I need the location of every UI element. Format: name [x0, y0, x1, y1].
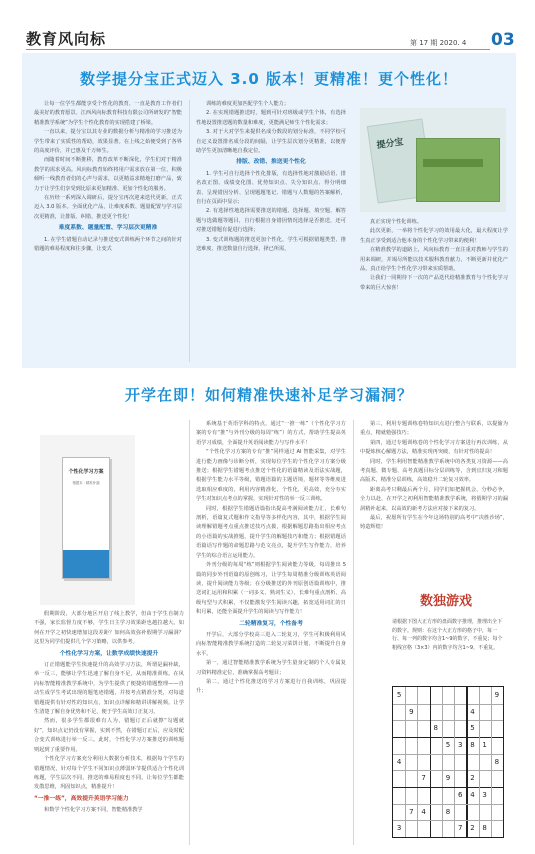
- article2-title: 开学在即！如何精准快速补足学习漏洞？: [124, 386, 413, 404]
- sudoku-cell[interactable]: [454, 754, 466, 771]
- article1-paragraph: 3. 变式训练题的推送更加个性化，学生可根据错题类型、推送难度、推送数量自行选择，择已所需，: [196, 236, 346, 253]
- sudoku-cell[interactable]: [491, 770, 503, 787]
- product-photo: [360, 108, 506, 212]
- sudoku-cell[interactable]: [430, 820, 442, 837]
- sudoku-title: 数独游戏: [419, 594, 472, 609]
- sudoku-cell[interactable]: [417, 787, 429, 804]
- article2-paragraph: 然而，很多学生都很难有人为，错题订正后就擦“勾题就好”，知识点记仍没有掌握，实到不然，在错题订正后，应及时配合变式训练进行举一反三。此时，个性化学习方案推送的训练题则起到了重要作用。: [34, 718, 184, 753]
- sudoku-cell[interactable]: [430, 687, 442, 704]
- sudoku-cell[interactable]: [466, 754, 478, 771]
- book-title: 个性化学习方案: [68, 469, 104, 475]
- section-heading: 排版、改错、推送更个性化: [236, 159, 306, 166]
- column-divider: [189, 100, 190, 362]
- grid-line: [466, 687, 467, 837]
- article1-paragraph: 真正实现个性化训练。: [370, 219, 422, 225]
- grid-line: [430, 687, 431, 837]
- sudoku-cell[interactable]: [454, 704, 466, 721]
- article2-paragraph: 最后，祝愿所有学生在今年这场特别的高考中“决胜沙场”，铸造辉煌！: [360, 515, 508, 531]
- article2-paragraph: 和数学个性化学习方案不同，智能精准教学: [44, 807, 143, 814]
- sudoku-cell[interactable]: [405, 687, 417, 704]
- section-heading: 二轮精准复习，个性备考: [239, 620, 303, 627]
- column-divider: [189, 420, 190, 845]
- sudoku-cell[interactable]: [491, 820, 503, 837]
- article2-paragraph: 系统基于英语学科的特点，通过“一推一练”（个性化学习方案的专有“推”与外刊分级的每周“练”）的方式，帮助学生提高英语学习成绩，全面提升英语阅读能力与写作水平！: [196, 421, 346, 446]
- article2-column-1: [34, 610, 184, 816]
- article1-paragraph: 在历经一系列深入调研后，提分宝再次迎来迭代更新，正式迈入 3.0 版本。全面优化产品，让难度系数、题量配置与学习层次更精准，让排版、纠错、推送更个性化！: [34, 195, 182, 220]
- sudoku-cell[interactable]: 8: [445, 807, 451, 816]
- sudoku-cell[interactable]: [405, 820, 417, 837]
- article1-paragraph: 训练的难度更加匹配学生个人能力；: [206, 101, 290, 107]
- sudoku-cell[interactable]: [430, 737, 442, 754]
- article1-paragraph: 让每一位学生都能享受个性化的教育，一直是教育工作者们最美好的教育愿景。江西风向标教育科技有限公司所研发的“智能精准教学系统”为学生个性化教育的实现搭建了桥梁。: [34, 101, 182, 126]
- sudoku-cell[interactable]: [417, 820, 429, 837]
- sudoku-cell[interactable]: [479, 720, 491, 737]
- sudoku-cell[interactable]: [491, 720, 503, 737]
- header-rule: [26, 49, 490, 50]
- grid-line: [491, 687, 492, 837]
- sudoku-cell[interactable]: [417, 704, 429, 721]
- sudoku-cell[interactable]: [430, 770, 442, 787]
- sudoku-cell[interactable]: [442, 687, 454, 704]
- grid-line: [393, 820, 503, 821]
- sudoku-cell[interactable]: [442, 820, 454, 837]
- sudoku-cell[interactable]: 5: [396, 691, 402, 699]
- article2-paragraph: 第三，利用专题训练卷特知识点进行整合与联系，以提偷为重点，精就勉强技巧；: [360, 421, 508, 437]
- grid-line: [393, 804, 503, 805]
- sudoku-cell[interactable]: [442, 720, 454, 737]
- sudoku-cell[interactable]: [393, 787, 405, 804]
- sudoku-cell[interactable]: 6: [457, 791, 463, 799]
- sudoku-cell[interactable]: [417, 754, 429, 771]
- sudoku-cell[interactable]: [405, 754, 417, 771]
- section-heading: 个性化学习方案，让数学成绩快速提升: [59, 650, 159, 657]
- article1-paragraph: 3. 对于大对学生来提供名成分数段的划分标准，不同学校可自定义设置排名成分段的间隔，让学生层次划分更精准，以便帮助学生更加清晰地自我定位。: [196, 129, 346, 155]
- article1-column-1: [34, 100, 182, 255]
- sudoku-cell[interactable]: [405, 770, 417, 787]
- sudoku-cell[interactable]: 8: [494, 757, 500, 766]
- article2-column-2: [196, 420, 346, 697]
- book-photo: [40, 435, 135, 605]
- sudoku-cell[interactable]: 4: [421, 807, 426, 816]
- sudoku-cell[interactable]: [393, 704, 405, 721]
- sudoku-cell[interactable]: 4: [470, 791, 475, 799]
- book-cover-green: [416, 138, 500, 202]
- grid-line: [393, 737, 503, 738]
- issue-info: 第 17 期 2020. 4: [410, 39, 467, 47]
- article1-paragraph: 2. 有选择性地选择需要推送的错题、选择题、填空题、解答题与选做题等题目，自行根据自身错因情况选择是否推送，还可对推送错题有促进行选择；: [196, 208, 346, 234]
- sudoku-cell[interactable]: 7: [421, 774, 426, 783]
- grid-line: [393, 770, 503, 771]
- sudoku-cell[interactable]: 4: [470, 707, 475, 716]
- article2-column-3: [360, 420, 508, 533]
- sudoku-cell[interactable]: [442, 787, 454, 804]
- article1-paragraph: 1. 在学生错题自动记录与推送变式训练两个环节之间的针对错题的难易程度和往步骤，让变式: [34, 236, 182, 253]
- sudoku-cell[interactable]: [430, 787, 442, 804]
- sudoku-cell[interactable]: [393, 737, 405, 754]
- book-subtitle: 错题本 · 精准补漏: [72, 481, 100, 485]
- sudoku-cell[interactable]: [430, 754, 442, 771]
- sudoku-cell[interactable]: [466, 687, 478, 704]
- grid-line: [393, 704, 503, 705]
- sudoku-cell[interactable]: [454, 720, 466, 737]
- sudoku-cell[interactable]: 9: [409, 707, 414, 716]
- sudoku-cell[interactable]: [442, 704, 454, 721]
- sudoku-instructions: 请根据下图大正方形的盘面数字推理，推理出全下的数字。规则：在这个大正方形的格子中，每一行、每一列的数字均含1~9的数字，不重复；每个粗线宫格（3×3）内的数字均含1~9，不重复。: [392, 619, 503, 651]
- article1-paragraph: 2. 在实现错题推送时，题到可针对班级或学生个体，有选择性地设置推送题的数量和难度，更能满足师生个性化需求；: [196, 110, 346, 126]
- sudoku-cell[interactable]: [405, 737, 417, 754]
- article1-column-2: [196, 100, 346, 255]
- article2-paragraph: 第一，通过智能精准教学系统为学生量身定制的个人专属复习资料精准定位，准确掌握高考题目；: [196, 660, 346, 676]
- section-heading: “一推一练”，高效提升英语学习能力: [34, 795, 129, 802]
- article1-title: 数学提分宝正式迈入 3.0 版本！更精准！更个性化！: [79, 70, 459, 88]
- sudoku-cell[interactable]: [393, 770, 405, 787]
- sudoku-cell[interactable]: [393, 720, 405, 737]
- sudoku-cell[interactable]: 9: [494, 691, 500, 699]
- sudoku-cell[interactable]: [479, 704, 491, 721]
- sudoku-cell[interactable]: [454, 804, 466, 821]
- article2-paragraph: 第四，通过专题训练卷的个性化学习方案进行再次训练，从中提炼核心解题方法，精准实现再突破，有针对性的提高！: [360, 439, 508, 456]
- sudoku-cell[interactable]: [479, 770, 491, 787]
- article2-paragraph: 距离高考只剩最后两个月，同学们如把握机会，分秒必争，全力以赴，在开学之初利用智能精准教学系统，将假期学习的漏洞精补起来，以高效的新考方法应对接下来的复习。: [360, 486, 508, 512]
- book: [62, 457, 110, 579]
- sudoku-cell[interactable]: [479, 754, 491, 771]
- sudoku-cell[interactable]: [454, 770, 466, 787]
- sudoku-cell[interactable]: [491, 787, 503, 804]
- sudoku-cell[interactable]: 2: [470, 824, 475, 833]
- sudoku-cell[interactable]: 3: [396, 824, 402, 833]
- sudoku-cell[interactable]: 2: [470, 774, 475, 783]
- grid-line: [393, 754, 503, 755]
- grid-line: [405, 687, 406, 837]
- article2-paragraph: 第二，通过个性化推送的学习方案进行自我训练，巩固提升；: [196, 678, 346, 695]
- sudoku-cell[interactable]: 7: [457, 824, 463, 833]
- sudoku-cell[interactable]: [479, 804, 491, 821]
- sudoku-cell[interactable]: [430, 804, 442, 821]
- sudoku-cell[interactable]: 5: [470, 724, 475, 733]
- grid-line: [479, 687, 480, 837]
- article1-paragraph: 在精准教学的道路上，风向标教育一直注重对教师与学生的用来调研，并竭尽所能以技术服科教育献力，不断更新并优化产品，真正给学生个性化学习带来实质帮助。: [360, 247, 508, 273]
- sudoku-cell[interactable]: 3: [457, 741, 463, 749]
- article2-paragraph: 假期阶段，大部分地区开启了线上教学，但由于学生自制力不强，家长监督力度不够，学生日主学习效果距也越拉越大。如何在开学之初快速增加这段差距？如何高效弥补假期学习漏洞？这里为同学们提供几个学习策略，以供参考。: [34, 611, 184, 646]
- page-header: [0, 0, 535, 52]
- article1-paragraph: 而随着时间不断推移，教育改革不断深化，学生们对于精准教学的需求更高。风向标教育始终将用户需求放在第一位，积极倾听一线教育者们的心声与需求，以更精益求精地打磨产品，致力于让学生们享受到比原来更加精准、更加个性化的服务。: [34, 157, 182, 192]
- grid-line: [393, 720, 503, 721]
- sudoku-cell[interactable]: [430, 704, 442, 721]
- sudoku-cell[interactable]: 1: [482, 741, 487, 749]
- sudoku-cell[interactable]: 3: [482, 791, 487, 799]
- grid-line: [393, 787, 503, 788]
- section-heading: 难度系数、题量配置、学习层次更精准: [58, 225, 158, 232]
- grid-line: [417, 687, 418, 837]
- article1-paragraph: 此次更新，一举将个性化学习的效用最大化，最大程度让学生真正享受到适合他本身的个性化学习带来的便利！: [360, 228, 508, 244]
- sudoku-cell[interactable]: 8: [482, 824, 487, 833]
- sudoku-cell[interactable]: [442, 754, 454, 771]
- masthead: 教育风向标: [26, 30, 107, 48]
- grid-line: [442, 687, 443, 837]
- sudoku-cell[interactable]: [405, 787, 417, 804]
- article1-paragraph: 一直以来，提分宝以其专业的数据分析与精准的学习推送为学生带来了实质性的帮助，效果显著。在上线之始便受到了各界的高度评价，并已惠及千万师生。: [34, 129, 182, 155]
- article2-paragraph: 同时，根据学生错题语篇指出提高考满阅读能力汇，长难句剖析，语篇复式题和作文指导等多样化内容，其中，根据学生阅读理解错题考点重点推送技巧点拨，根据解题思路指出相应考点的小语篇的实战推题，提升学生的解题技巧和能力；根据错题话语篇话写作题的命题思路与范文亮点，提升学生写作能力，培养学生的综合语言运用能力。: [196, 505, 346, 559]
- sudoku-cell[interactable]: 5: [445, 741, 451, 749]
- sudoku-cell[interactable]: [479, 687, 491, 704]
- sudoku-cell[interactable]: 7: [409, 807, 414, 816]
- article1-paragraph: 让我们一同期待下一次的产品迭代给精准教育与个性化学习带来的巨大惊喜！: [360, 275, 508, 291]
- book-cover-text: 提分宝: [376, 137, 405, 152]
- sudoku-cell[interactable]: [454, 687, 466, 704]
- article2-paragraph: 开学后，大部分学校高三进入二轮复习，学生可积极利用风向标智能精准教学系统打造的二轮复习菜饼计划，不断提升自身水平。: [196, 631, 346, 657]
- article1-column-3: [360, 218, 508, 293]
- column-divider: [353, 420, 354, 845]
- article2-paragraph: 个性化学习方案充分利用大数据分析技术，根据每个学生的错题情况，针对每个学生不同知识点薄弱环节提供适合个性化训练题，学生层次不同，推送的难易程度也不同，让每位学生都能发散思维，巩固知识点，精准提升！: [34, 756, 184, 791]
- sudoku-cell[interactable]: 9: [445, 774, 451, 783]
- sudoku-cell[interactable]: 4: [396, 757, 402, 766]
- sudoku-grid: [392, 686, 504, 838]
- sudoku-cell[interactable]: [491, 704, 503, 721]
- sudoku-cell[interactable]: [491, 804, 503, 821]
- sudoku-cell[interactable]: [393, 804, 405, 821]
- page-number: 03: [491, 30, 515, 50]
- article2-paragraph: 外刊分级的每周“练”则根据学生阅读能力等级，每周推出 5 篇的同步外刊语篇的原创练习，让学生每周精准分级训练英语阅读，提升阅读能力等级；在分级推送的外刊原创语篇训练中，推送词汇运用和积累（一词多义、熟词生义），长难句重点剖析、高级句型与式积累，不仅能激发学生阅读兴趣，拓宽适用词汇的日积月累，还能全面提升学生的阅读与写作能力！: [196, 562, 346, 616]
- sudoku-cell[interactable]: [466, 804, 478, 821]
- article2-paragraph: 同时，学生利用智能精准教学系统中的各类复习资源——高考真题、微专题、高考真题目标分层训练等，含到宜归复习和题高版术，精准分层训练，高效稳升二轮复习效率。: [360, 458, 508, 484]
- sudoku-cell[interactable]: 8: [433, 724, 438, 733]
- grid-line: [454, 687, 455, 837]
- sudoku-cell[interactable]: [417, 737, 429, 754]
- sudoku-cell[interactable]: [417, 687, 429, 704]
- article1-paragraph: 1. 学生可自行选择个性化排版，有选择性地对激励话语、排名改正图、成绩变化图、优势知识点、失分知识点、得分明细表、呈现错因分析、呈现题题笔记、错题与人数题的答案解析，自行在页面中显示；: [196, 170, 346, 206]
- article2-paragraph: 订正错题能学生快速提升的高效学习方法，所谓是漏补缺，举一反三，能够让学生迅速了解自身不足，从而精准训练。在风向标智能精准教学系统中，为学生提供了便捷的错题整理——自动生成学生考试出现的题笔迹错题，并按考点精准分类，对每道错题提供有针对性的知识点，知识点详解和精讲讲解视频。让学生清楚了解自身优势和不足，便于学生高效订正复习。: [34, 662, 184, 716]
- article2-paragraph: “个性化学习方案的专有“推”同样通过 AI 智能采集，对学生进行能力画像与诊断分析，实现每位学生的个性化学习方案分级推送；根据学生错题考点推送个性化的语篇精读及语法实战题，根据学生能力水平等级，错题语篇的主题语境，题材等等维度进选取相应难度的，利用内容精准化、个性化，更高效，充分夯实学生对知识点考点的掌握，实现针对性的举一反三训练。: [196, 449, 346, 503]
- sudoku-cell[interactable]: 8: [470, 741, 475, 749]
- sudoku-cell[interactable]: [417, 720, 429, 737]
- sudoku-cell[interactable]: [405, 720, 417, 737]
- sudoku-cell[interactable]: [491, 737, 503, 754]
